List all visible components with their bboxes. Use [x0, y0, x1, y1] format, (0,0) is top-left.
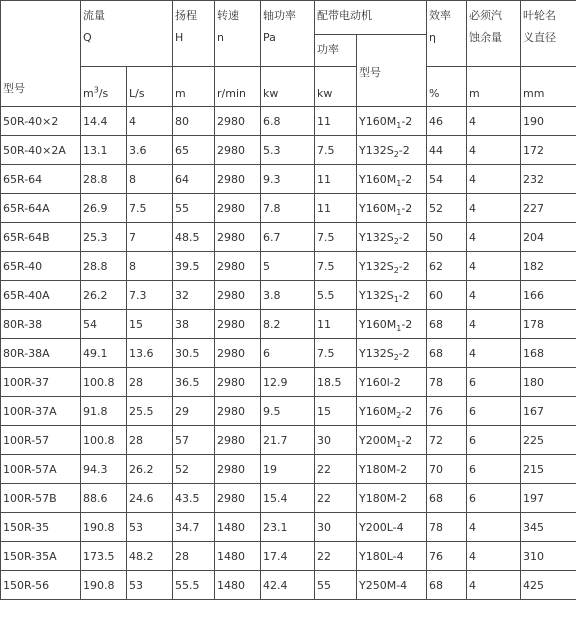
motor-model-sub: 2 — [393, 236, 399, 246]
cell-motor-power: 30 — [315, 426, 357, 455]
cell-npsh: 4 — [467, 136, 521, 165]
cell-shaft-power: 6.8 — [261, 107, 315, 136]
cell-flow-m3s: 190.8 — [81, 571, 127, 600]
motor-model-tail: -2 — [401, 404, 413, 418]
motor-model-sub: 1 — [393, 294, 399, 304]
unit-speed-label: r/min — [217, 87, 246, 100]
motor-model-tail: -2 — [398, 230, 410, 244]
cell-shaft-power: 6 — [261, 339, 315, 368]
cell-efficiency: 60 — [427, 281, 467, 310]
cell-head: 55.5 — [173, 571, 215, 600]
header-motor-power — [315, 35, 357, 67]
cell-motor-model — [357, 107, 427, 136]
motor-model-tail: -2 — [398, 288, 410, 302]
cell-speed: 2980 — [215, 165, 261, 194]
cell-motor-power: 11 — [315, 107, 357, 136]
cell-impeller: 168 — [521, 339, 576, 368]
cell-speed: 2980 — [215, 107, 261, 136]
table-row — [1, 107, 576, 136]
cell-flow-ls: 53 — [127, 571, 173, 600]
cell-motor-power: 55 — [315, 571, 357, 600]
motor-model-main: Y250M-4 — [359, 578, 408, 592]
cell-efficiency: 46 — [427, 107, 467, 136]
cell-flow-m3s: 26.9 — [81, 194, 127, 223]
header-shaft-power-label: 轴功率 — [263, 9, 296, 22]
cell-efficiency: 70 — [427, 455, 467, 484]
cell-speed: 2980 — [215, 426, 261, 455]
cell-flow-ls: 24.6 — [127, 484, 173, 513]
cell-efficiency: 72 — [427, 426, 467, 455]
cell-model: 50R-40×2A — [1, 136, 81, 165]
table-row — [1, 310, 576, 339]
cell-flow-ls: 7.3 — [127, 281, 173, 310]
cell-efficiency: 44 — [427, 136, 467, 165]
cell-npsh: 4 — [467, 223, 521, 252]
cell-model: 65R-64B — [1, 223, 81, 252]
cell-speed: 2980 — [215, 397, 261, 426]
cell-motor-power: 22 — [315, 542, 357, 571]
motor-model-main: Y160M — [359, 317, 397, 331]
cell-efficiency: 62 — [427, 252, 467, 281]
cell-motor-model — [357, 339, 427, 368]
cell-npsh: 6 — [467, 397, 521, 426]
cell-flow-ls: 7.5 — [127, 194, 173, 223]
header-efficiency — [427, 1, 467, 67]
cell-shaft-power: 3.8 — [261, 281, 315, 310]
cell-speed: 2980 — [215, 252, 261, 281]
cell-impeller: 310 — [521, 542, 576, 571]
cell-head: 32 — [173, 281, 215, 310]
cell-impeller: 167 — [521, 397, 576, 426]
motor-model-main: Y180M-2 — [359, 491, 408, 505]
cell-flow-m3s: 25.3 — [81, 223, 127, 252]
header-model-label: 型号 — [3, 82, 25, 95]
cell-speed: 1480 — [215, 542, 261, 571]
cell-flow-ls: 26.2 — [127, 455, 173, 484]
unit-head — [173, 67, 215, 107]
cell-motor-model — [357, 165, 427, 194]
unit-impeller — [521, 67, 576, 107]
motor-model-main: Y160M — [359, 172, 397, 186]
header-head-label: 扬程 — [175, 9, 197, 22]
cell-speed: 2980 — [215, 223, 261, 252]
cell-motor-power: 30 — [315, 513, 357, 542]
cell-model: 80R-38 — [1, 310, 81, 339]
cell-flow-ls: 8 — [127, 252, 173, 281]
cell-flow-m3s: 91.8 — [81, 397, 127, 426]
cell-efficiency: 68 — [427, 571, 467, 600]
cell-impeller: 227 — [521, 194, 576, 223]
motor-model-main: Y132S — [359, 288, 394, 302]
cell-head: 64 — [173, 165, 215, 194]
unit-flow-ls — [127, 67, 173, 107]
cell-motor-power: 7.5 — [315, 136, 357, 165]
cell-flow-m3s: 190.8 — [81, 513, 127, 542]
unit-flow-ls-label: L/s — [129, 87, 145, 100]
header-efficiency-letter: η — [429, 31, 436, 44]
cell-head: 39.5 — [173, 252, 215, 281]
header-flow — [81, 1, 173, 67]
cell-efficiency: 52 — [427, 194, 467, 223]
cell-efficiency: 68 — [427, 339, 467, 368]
table-row — [1, 397, 576, 426]
cell-speed: 2980 — [215, 281, 261, 310]
cell-shaft-power: 21.7 — [261, 426, 315, 455]
cell-motor-power: 18.5 — [315, 368, 357, 397]
cell-flow-ls: 48.2 — [127, 542, 173, 571]
header-shaft-power-letter: Pa — [263, 31, 276, 44]
header-speed-label: 转速 — [217, 9, 239, 22]
cell-flow-m3s: 26.2 — [81, 281, 127, 310]
cell-efficiency: 50 — [427, 223, 467, 252]
unit-motor-power — [315, 67, 357, 107]
motor-model-main: Y132S — [359, 346, 394, 360]
cell-shaft-power: 17.4 — [261, 542, 315, 571]
unit-flow-m3s — [81, 67, 127, 107]
unit-flow-m3s-sup: 3 — [93, 85, 99, 95]
motor-model-main: Y180L-4 — [359, 549, 404, 563]
cell-model: 80R-38A — [1, 339, 81, 368]
motor-model-sub: 1 — [396, 323, 402, 333]
cell-shaft-power: 9.5 — [261, 397, 315, 426]
unit-head-label: m — [175, 87, 186, 100]
cell-efficiency: 68 — [427, 484, 467, 513]
header-motor — [315, 1, 427, 35]
cell-flow-m3s: 14.4 — [81, 107, 127, 136]
table-row — [1, 223, 576, 252]
header-shaft-power — [261, 1, 315, 67]
unit-shaft-power — [261, 67, 315, 107]
cell-flow-m3s: 28.8 — [81, 252, 127, 281]
motor-model-tail: -2 — [401, 172, 413, 186]
cell-model: 150R-56 — [1, 571, 81, 600]
cell-impeller: 215 — [521, 455, 576, 484]
motor-model-sub: 1 — [396, 207, 402, 217]
cell-motor-power: 7.5 — [315, 252, 357, 281]
unit-shaft-power-label: kw — [263, 87, 279, 100]
motor-model-sub: 2 — [393, 352, 399, 362]
cell-shaft-power: 42.4 — [261, 571, 315, 600]
cell-model: 100R-37A — [1, 397, 81, 426]
header-head-letter: H — [175, 31, 184, 44]
cell-motor-model — [357, 397, 427, 426]
cell-flow-m3s: 88.6 — [81, 484, 127, 513]
header-npsh-line1: 必须汽 — [469, 9, 502, 22]
header-efficiency-label: 效率 — [429, 9, 451, 22]
unit-motor-power-label: kw — [317, 87, 333, 100]
header-npsh-line2: 蚀余量 — [469, 31, 502, 44]
cell-head: 65 — [173, 136, 215, 165]
table-row — [1, 426, 576, 455]
cell-motor-power: 5.5 — [315, 281, 357, 310]
motor-model-main: Y200M — [359, 433, 397, 447]
header-flow-label: 流量 — [83, 9, 105, 22]
cell-motor-model — [357, 194, 427, 223]
cell-head: 48.5 — [173, 223, 215, 252]
motor-model-tail: -2 — [401, 433, 413, 447]
cell-shaft-power: 5.3 — [261, 136, 315, 165]
cell-flow-m3s: 100.8 — [81, 368, 127, 397]
cell-speed: 1480 — [215, 513, 261, 542]
cell-flow-ls: 4 — [127, 107, 173, 136]
cell-motor-model — [357, 223, 427, 252]
cell-motor-model — [357, 571, 427, 600]
cell-motor-model — [357, 513, 427, 542]
cell-flow-ls: 15 — [127, 310, 173, 339]
header-model — [1, 1, 81, 107]
table-row — [1, 281, 576, 310]
cell-head: 36.5 — [173, 368, 215, 397]
cell-efficiency: 76 — [427, 542, 467, 571]
cell-motor-power: 7.5 — [315, 223, 357, 252]
header-row-3 — [1, 67, 576, 107]
cell-head: 52 — [173, 455, 215, 484]
cell-model: 100R-57A — [1, 455, 81, 484]
cell-motor-power: 11 — [315, 165, 357, 194]
cell-shaft-power: 23.1 — [261, 513, 315, 542]
cell-npsh: 4 — [467, 165, 521, 194]
cell-flow-m3s: 13.1 — [81, 136, 127, 165]
motor-model-sub: 1 — [396, 178, 402, 188]
unit-flow-m3s-base: m — [83, 87, 94, 100]
cell-model: 50R-40×2 — [1, 107, 81, 136]
table-row — [1, 484, 576, 513]
motor-model-tail: -2 — [398, 259, 410, 273]
cell-shaft-power: 5 — [261, 252, 315, 281]
cell-shaft-power: 9.3 — [261, 165, 315, 194]
cell-flow-ls: 3.6 — [127, 136, 173, 165]
cell-shaft-power: 19 — [261, 455, 315, 484]
cell-flow-ls: 25.5 — [127, 397, 173, 426]
header-impeller — [521, 1, 576, 67]
cell-flow-m3s: 100.8 — [81, 426, 127, 455]
cell-shaft-power: 15.4 — [261, 484, 315, 513]
cell-motor-power: 11 — [315, 310, 357, 339]
cell-motor-power: 22 — [315, 484, 357, 513]
unit-impeller-label: mm — [523, 87, 545, 100]
cell-motor-model — [357, 542, 427, 571]
cell-head: 28 — [173, 542, 215, 571]
motor-model-tail: -2 — [401, 317, 413, 331]
cell-model: 150R-35 — [1, 513, 81, 542]
cell-head: 38 — [173, 310, 215, 339]
cell-speed: 2980 — [215, 194, 261, 223]
cell-model: 100R-37 — [1, 368, 81, 397]
header-speed-letter: n — [217, 31, 224, 44]
motor-model-main: Y132S — [359, 259, 394, 273]
unit-speed — [215, 67, 261, 107]
cell-impeller: 172 — [521, 136, 576, 165]
cell-head: 30.5 — [173, 339, 215, 368]
motor-model-sub: 1 — [396, 120, 402, 130]
header-motor-model — [357, 35, 427, 107]
unit-flow-m3s-tail: /s — [98, 87, 109, 100]
cell-shaft-power: 8.2 — [261, 310, 315, 339]
cell-head: 29 — [173, 397, 215, 426]
motor-model-sub: 2 — [396, 410, 402, 420]
cell-speed: 2980 — [215, 136, 261, 165]
table-row — [1, 194, 576, 223]
unit-npsh — [467, 67, 521, 107]
motor-model-sub: 2 — [393, 149, 399, 159]
cell-npsh: 4 — [467, 194, 521, 223]
cell-shaft-power: 12.9 — [261, 368, 315, 397]
cell-shaft-power: 6.7 — [261, 223, 315, 252]
cell-efficiency: 76 — [427, 397, 467, 426]
cell-speed: 2980 — [215, 484, 261, 513]
motor-model-main: Y132S — [359, 143, 394, 157]
cell-head: 34.7 — [173, 513, 215, 542]
table-row — [1, 339, 576, 368]
motor-model-main: Y200L-4 — [359, 520, 404, 534]
cell-speed: 2980 — [215, 310, 261, 339]
cell-impeller: 190 — [521, 107, 576, 136]
motor-model-main: Y132S — [359, 230, 394, 244]
cell-motor-power: 11 — [315, 194, 357, 223]
cell-motor-model — [357, 368, 427, 397]
cell-model: 65R-40A — [1, 281, 81, 310]
motor-model-main: Y180M-2 — [359, 462, 408, 476]
table-row — [1, 136, 576, 165]
motor-model-main: Y160l-2 — [359, 375, 401, 389]
cell-model: 150R-35A — [1, 542, 81, 571]
motor-model-tail: -2 — [398, 346, 410, 360]
cell-npsh: 4 — [467, 542, 521, 571]
cell-head: 55 — [173, 194, 215, 223]
header-speed — [215, 1, 261, 67]
cell-motor-model — [357, 281, 427, 310]
header-impeller-line2: 义直径 — [523, 31, 556, 44]
cell-flow-ls: 53 — [127, 513, 173, 542]
cell-efficiency: 78 — [427, 513, 467, 542]
motor-model-main: Y160M — [359, 404, 397, 418]
cell-model: 65R-64A — [1, 194, 81, 223]
cell-npsh: 6 — [467, 368, 521, 397]
cell-npsh: 4 — [467, 281, 521, 310]
cell-impeller: 225 — [521, 426, 576, 455]
cell-efficiency: 54 — [427, 165, 467, 194]
header-impeller-line1: 叶轮名 — [523, 9, 556, 22]
cell-motor-model — [357, 310, 427, 339]
cell-flow-ls: 8 — [127, 165, 173, 194]
cell-flow-m3s: 28.8 — [81, 165, 127, 194]
cell-head: 57 — [173, 426, 215, 455]
cell-npsh: 4 — [467, 513, 521, 542]
table-row — [1, 165, 576, 194]
cell-impeller: 232 — [521, 165, 576, 194]
cell-flow-ls: 13.6 — [127, 339, 173, 368]
cell-npsh: 4 — [467, 310, 521, 339]
cell-shaft-power: 7.8 — [261, 194, 315, 223]
table-row — [1, 252, 576, 281]
cell-efficiency: 68 — [427, 310, 467, 339]
motor-model-main: Y160M — [359, 114, 397, 128]
cell-model: 100R-57 — [1, 426, 81, 455]
cell-speed: 1480 — [215, 571, 261, 600]
cell-impeller: 180 — [521, 368, 576, 397]
table-row — [1, 542, 576, 571]
cell-motor-power: 22 — [315, 455, 357, 484]
header-row-1 — [1, 1, 576, 35]
cell-flow-m3s: 173.5 — [81, 542, 127, 571]
cell-model: 100R-57B — [1, 484, 81, 513]
motor-model-main: Y160M — [359, 201, 397, 215]
header-flow-letter: Q — [83, 31, 92, 44]
motor-model-sub: 2 — [393, 265, 399, 275]
cell-efficiency: 78 — [427, 368, 467, 397]
table-row — [1, 571, 576, 600]
cell-flow-m3s: 49.1 — [81, 339, 127, 368]
cell-flow-m3s: 94.3 — [81, 455, 127, 484]
cell-speed: 2980 — [215, 455, 261, 484]
cell-npsh: 4 — [467, 339, 521, 368]
table-row — [1, 368, 576, 397]
cell-motor-model — [357, 252, 427, 281]
cell-impeller: 345 — [521, 513, 576, 542]
unit-efficiency — [427, 67, 467, 107]
cell-flow-m3s: 54 — [81, 310, 127, 339]
cell-impeller: 166 — [521, 281, 576, 310]
cell-motor-power: 7.5 — [315, 339, 357, 368]
header-motor-power-label: 功率 — [317, 43, 339, 56]
cell-impeller: 204 — [521, 223, 576, 252]
cell-motor-power: 15 — [315, 397, 357, 426]
cell-motor-model — [357, 136, 427, 165]
cell-npsh: 6 — [467, 484, 521, 513]
cell-model: 65R-64 — [1, 165, 81, 194]
cell-head: 43.5 — [173, 484, 215, 513]
unit-efficiency-label: % — [429, 87, 440, 100]
motor-model-sub: 1 — [396, 439, 402, 449]
cell-npsh: 6 — [467, 426, 521, 455]
header-motor-model-label: 型号 — [359, 65, 381, 79]
cell-impeller: 178 — [521, 310, 576, 339]
cell-impeller: 182 — [521, 252, 576, 281]
cell-model: 65R-40 — [1, 252, 81, 281]
cell-flow-ls: 28 — [127, 426, 173, 455]
motor-model-tail: -2 — [401, 201, 413, 215]
cell-npsh: 6 — [467, 455, 521, 484]
cell-motor-model — [357, 455, 427, 484]
header-npsh — [467, 1, 521, 67]
cell-npsh: 4 — [467, 571, 521, 600]
cell-motor-model — [357, 426, 427, 455]
header-motor-label: 配带电动机 — [317, 9, 372, 22]
table-row — [1, 513, 576, 542]
motor-model-tail: -2 — [398, 143, 410, 157]
unit-npsh-label: m — [469, 87, 480, 100]
cell-motor-model — [357, 484, 427, 513]
cell-speed: 2980 — [215, 339, 261, 368]
cell-flow-ls: 28 — [127, 368, 173, 397]
cell-impeller: 197 — [521, 484, 576, 513]
cell-npsh: 4 — [467, 252, 521, 281]
cell-head: 80 — [173, 107, 215, 136]
cell-impeller: 425 — [521, 571, 576, 600]
motor-model-tail: -2 — [401, 114, 413, 128]
cell-npsh: 4 — [467, 107, 521, 136]
table-row — [1, 455, 576, 484]
header-head — [173, 1, 215, 67]
cell-speed: 2980 — [215, 368, 261, 397]
cell-flow-ls: 7 — [127, 223, 173, 252]
